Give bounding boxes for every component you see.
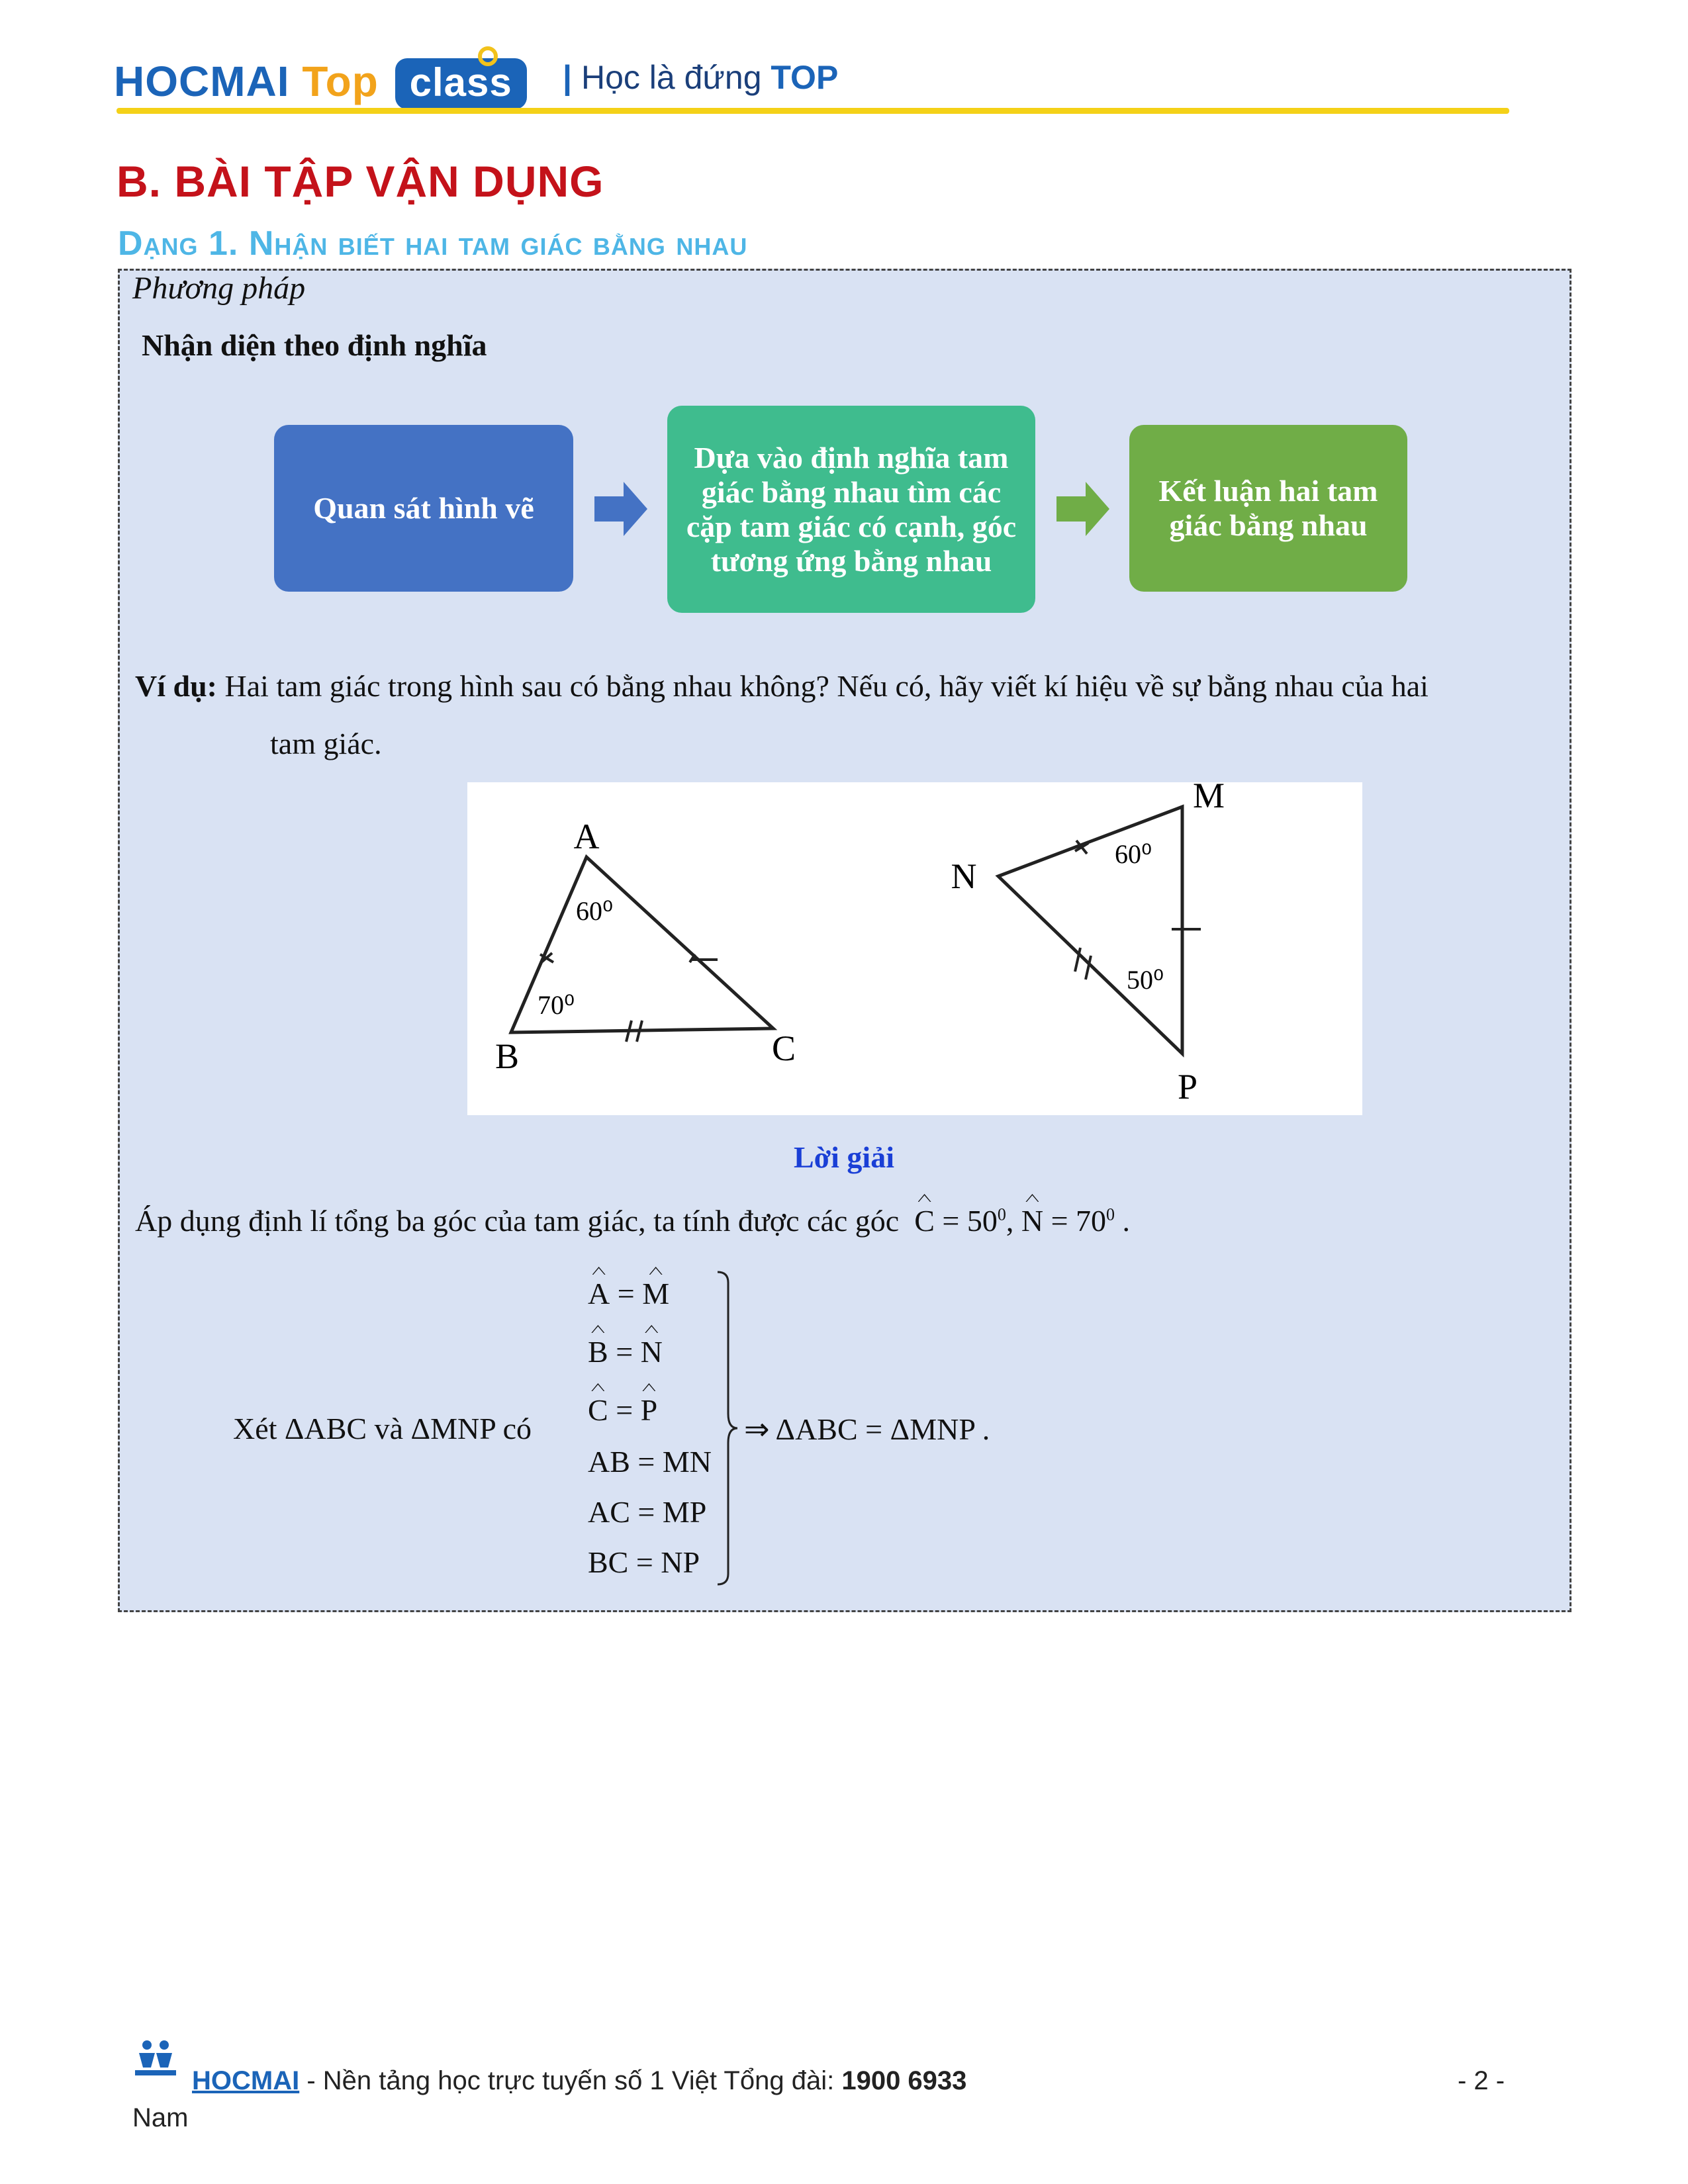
- example-question: Hai tam giác trong hình sau có bằng nhau không? Nếu có, hãy viết kí hiệu về sự bằng nhau của hai: [224, 669, 1429, 703]
- angle-c-symbol: C: [914, 1204, 935, 1238]
- angle-n-value: = 70: [1043, 1204, 1107, 1238]
- flow-step-3: Kết luận hai tam giác bằng nhau: [1129, 425, 1407, 592]
- flow-step-2: Dựa vào định nghĩa tam giác bằng nhau tìm các cặp tam giác có cạnh, góc tương ứng bằng nhau: [667, 406, 1035, 613]
- deg-1: 0: [997, 1205, 1006, 1224]
- vertex-b: B: [494, 1036, 520, 1076]
- page-number: - 2 -: [1458, 2066, 1505, 2095]
- angle-m: 60⁰: [1115, 839, 1152, 869]
- example-label: Ví dụ:: [135, 669, 217, 703]
- eq3-right: P: [640, 1393, 658, 1427]
- example-text: [135, 668, 1558, 704]
- equation-6: BC = NP: [588, 1545, 700, 1579]
- header-divider: [117, 108, 1509, 114]
- right-brace-icon: [715, 1269, 741, 1587]
- logo-top-text: Top: [302, 58, 379, 105]
- eq1-left: A: [588, 1277, 610, 1310]
- header-slogan: [563, 58, 838, 97]
- logo-hocmai-text: HOCMAI: [114, 58, 290, 105]
- footer-brand-link[interactable]: HOCMAI: [192, 2066, 300, 2095]
- hocmai-topclass-logo: [114, 57, 527, 109]
- slogan-bold: TOP: [771, 59, 839, 96]
- footer-tagline: - Nền tảng học trực tuyến số 1 Việt Tổng đài:: [299, 2066, 842, 2095]
- logo-sun-icon: [478, 46, 498, 66]
- vertex-p: P: [1177, 1067, 1198, 1107]
- conclusion: ⇒ ΔABC = ΔMNP .: [744, 1412, 990, 1446]
- vertex-m: M: [1192, 782, 1225, 815]
- vertex-n: N: [951, 856, 977, 896]
- equation-5: AC = MP: [588, 1495, 707, 1529]
- equation-2: B = N: [588, 1335, 663, 1369]
- logo-class-badge: class: [395, 58, 527, 109]
- flow-arrow-2-icon: [1056, 482, 1109, 536]
- solution-intro: Áp dụng định lí tổng ba góc của tam giác, ta tính được các góc $C = 50^0$, $N = 70^0$ .: [135, 1204, 1131, 1238]
- section-title: B. BÀI TẬP VẬN DỤNG: [117, 157, 604, 206]
- method-label: Phương pháp: [132, 271, 306, 306]
- equation-1: A = M: [588, 1277, 670, 1310]
- dang-title: Dạng 1. Nhận biết hai tam giác bằng nhau: [118, 224, 748, 263]
- angle-b: 70⁰: [538, 990, 575, 1020]
- vertex-a: A: [573, 817, 600, 856]
- angle-a: 60⁰: [576, 896, 614, 926]
- footer-text: [132, 2066, 966, 2096]
- solution-intro-text: Áp dụng định lí tổng ba góc của tam giác, ta tính được các góc: [135, 1204, 900, 1238]
- angle-c-value: = 50: [934, 1204, 998, 1238]
- solution-title: Lời giải: [794, 1140, 894, 1174]
- flow-arrow-1-icon: [594, 482, 647, 536]
- footer-phone: 1900 6933: [841, 2066, 967, 2095]
- eq1-right: M: [642, 1277, 670, 1310]
- equation-4: AB = MN: [588, 1445, 712, 1479]
- angle-n-symbol: N: [1021, 1204, 1044, 1238]
- equation-3: C = P: [588, 1393, 658, 1427]
- triangles-figure: [467, 782, 1362, 1115]
- flow-step-1: Quan sát hình vẽ: [274, 425, 573, 592]
- eq2-right: N: [640, 1335, 663, 1369]
- eq3-left: C: [588, 1393, 608, 1427]
- method-heading: Nhận diện theo định nghĩa: [142, 328, 487, 362]
- eq2-left: B: [588, 1335, 608, 1369]
- consider-text: Xét ΔABC và ΔMNP có: [233, 1412, 532, 1445]
- vertex-c: C: [771, 1028, 796, 1068]
- angle-p: 50⁰: [1127, 965, 1164, 995]
- slogan-text: Học là đứng: [581, 59, 762, 96]
- example-text-line2: tam giác.: [270, 727, 382, 760]
- slogan-divider: |: [563, 59, 572, 96]
- footer-line2: Nam: [132, 2103, 189, 2132]
- deg-2: 0: [1106, 1205, 1115, 1224]
